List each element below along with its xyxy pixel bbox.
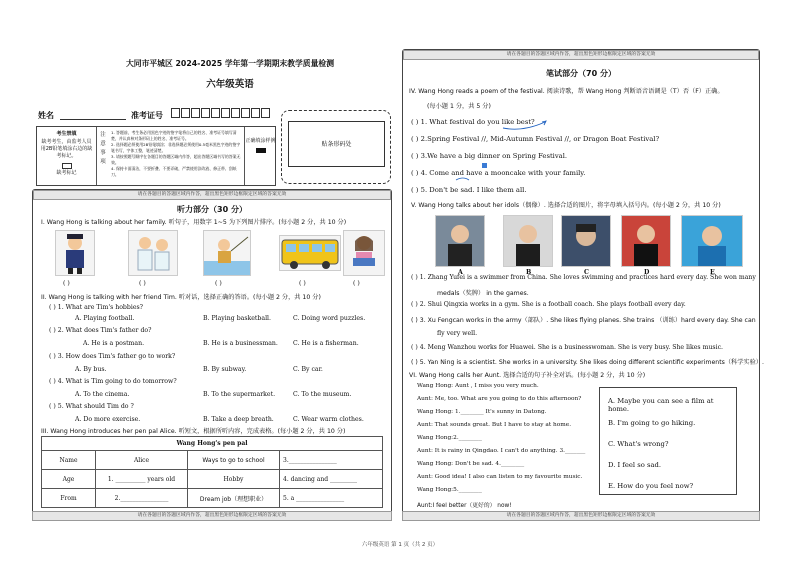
idol-label: E [710,269,715,276]
correct-sample-label: 正确填涂样例 [245,138,276,144]
section-4-question: IV. Wang Hong reads a poem of the festival. 阅读诗歌，帮 Wang Hong 判断语音语调是（T）否（F）正确。 [409,88,724,95]
mc-option-c: C. He is a fisherman. [293,340,359,347]
mc-option-b: B. He is a businessman. [203,340,278,347]
notice-item: 1. 答题前，考生务必用黑色字迹的签字笔将自己的姓名、准考证号填写清楚，并认真核对条形码上的姓名、准考证号。 [111,130,237,141]
mc-option-c: C. By car. [293,366,323,373]
table-row: Age 1. __________ years old Hobby 4. dancing and _________ [42,470,383,489]
section-1-question: I. Wang Hong is talking about her family. 听句子，用数字 1~5 为下列图片排序。(每小题 2 分，共 10 分) [41,219,347,226]
option-b: B. I'm going to go hiking. [608,419,696,427]
answer-blank[interactable]: ( ) [353,280,360,287]
section-3-question: III. Wang Hong introduces her pen pal Alice. 听短文，根据所听内容，完成表格。(每小题 2 分，共 10 分) [41,428,346,435]
mc-option-a: A. Do more exercise. [75,416,141,423]
mc-option-c: C. Wear warm clothes. [293,416,364,423]
notice-side-label: 注意事项 [100,132,106,165]
warning-bar-bottom: 请在各题目的答题区域内作答，超出黑色矩形边框限定区域的答案无效 [402,511,760,521]
mc-option-b: B. Playing basketball. [203,315,271,322]
idol-label: A [458,269,463,276]
idol-photo-c [561,215,611,267]
doctors-picture [128,230,178,276]
idol-sentence: fly very well. [437,330,478,337]
mc-question: ( ) 2. What does Tim's father do? [49,327,152,334]
absent-mark-label: 缺考标记 [56,170,77,176]
dialog-line: Aunt: Good idea! I also can listen to my favourite music. [417,474,583,480]
answer-blank[interactable]: ( ) [63,280,70,287]
section-5-question: V. Wang Hong talks about her idols（偶像）. 选择合适的图片，将字母填入括号内。(每小题 2 分，共 10 分) [411,202,721,209]
idol-photo-d [621,215,671,267]
idol-label: C [584,269,589,276]
mc-option-b: B. To the supermarket. [203,391,276,398]
idol-label: B [526,269,532,276]
dialog-line: Aunt: Me, too. What are you going to do this afternoon? [417,396,582,402]
option-c: C. What's wrong? [608,440,669,448]
dialog-line: Wang Hong: Aunt , I miss you very much. [417,383,539,389]
idol-sentence: ( ) 1. Zhang Yufei is a swimmer from China. She loves swimming and practices hard every day. She won many [411,274,756,281]
poem-line: ( ) 4. Come and have a mooncake with your family. [411,169,586,177]
poem-line: ( ) 1. What festival do you like best? [411,118,535,126]
exam-subtitle: 六年级英语 [206,79,254,90]
section-4-scoring: (每小题 1 分，共 5 分) [427,103,491,110]
idol-sentence: ( ) 5. Yan Ning is a scientist. She works in a university. She likes doing different scientific experiments（科学实验）. [411,359,764,366]
name-line[interactable] [60,119,126,120]
barcode-area [281,110,391,184]
answer-blank[interactable]: ( ) [215,280,222,287]
mc-question: ( ) 1. What are Tim's hobbies? [49,304,143,311]
mc-option-c: C. To the museum. [293,391,352,398]
id-label: 准考证号 [131,111,163,120]
idol-photo-e [681,215,743,267]
section-2-question: II. Wang Hong is talking with her friend Tim. 听对话，选择正确的答语。(每小题 2 分，共 10 分) [41,294,321,301]
page-footer: 六年级英语 第 1 页（共 2 页） [361,542,439,548]
dialog-line: Aunt: That sounds great. But I have to stay at home. [417,422,572,428]
warning-bar-bottom: 请在各题目的答题区域内作答，超出黑色矩形边框限定区域的答案无效 [32,511,392,521]
notice-title: 考生禁填 [56,131,77,137]
idol-sentence: ( ) 3. Xu Fengcan works in the army（部队）. She likes flying planes. She trains （训练）hard every day. She can [411,317,756,324]
filled-sample-icon [256,148,266,153]
listening-panel [32,189,392,521]
option-d: D. I feel so sad. [608,461,662,469]
notice-body: 缺考考生，由监考人员用2B铅笔填涂右边的缺考标记。 [40,139,93,159]
mc-question: ( ) 3. How does Tim's father go to work? [49,353,176,360]
notice-box [36,126,276,186]
poem-line: ( ) 5. Don't be sad. I like them all. [411,186,527,194]
answer-blank[interactable]: ( ) [139,280,146,287]
pen-pal-table [41,436,383,508]
mc-option-a: A. He is a postman. [83,340,145,347]
girl-reading-picture [343,230,385,276]
dialog-line[interactable]: Aunt: It is rainy in Qingdao. I can't do anything. 3._______ [417,448,586,454]
barcode-label: 贴条形码处 [288,121,385,167]
writing-panel [402,49,764,521]
answer-blank[interactable]: ( ) [299,280,306,287]
idol-sentence: ( ) 2. Shui Qingxia works in a gym. She is a football coach. She plays football every day. [411,301,686,308]
table-row: From 2.________________ Dream job（理想职业） 5. a ________________ [42,489,383,508]
idol-sentence: ( ) 4. Meng Wanzhou works for Huawei. She is a businesswoman. She is very busy. She likes music. [411,344,724,351]
dialog-line[interactable]: Wang Hong:2.________ [417,435,482,441]
poem-line: ( ) 3.We have a big dinner on Spring Festival. [411,152,568,160]
warning-bar: 请在各题目的答题区域内作答，超出黑色矩形边框限定区域的答案无效 [33,190,391,200]
table-title: Wang Hong's pen pal [42,437,383,451]
writing-title: 笔试部分（70 分） [546,69,616,78]
warning-bar: 请在各题目的答题区域内作答，超出黑色矩形边框限定区域的答案无效 [403,50,759,60]
id-boxes[interactable] [171,108,271,120]
bus-picture [279,235,341,271]
idol-photo-b [503,215,553,267]
dialog-line[interactable]: Wang Hong: Don't be sad. 4.________ [417,461,525,467]
intonation-marks [403,50,761,190]
idol-photo-a [435,215,485,267]
option-a: A. Maybe you can see a film at home. [608,397,714,413]
mc-option-b: B. By subway. [203,366,247,373]
option-e: E. How do you feel now? [608,482,694,490]
dialog-line[interactable]: Wang Hong:5.________ [417,487,482,493]
mc-question: ( ) 4. What is Tim going to do tomorrow? [49,378,177,385]
notice-item: 2. 选择题必须使用2B铅笔填涂；非选择题必须使用0.5毫米黑色字迹的签字笔书写，字体工整，笔迹清楚。 [111,142,241,153]
dialog-line: Aunt:I feel better（更好的） now! [417,503,512,509]
police-officer-picture [55,230,95,276]
fisherman-picture [203,230,251,276]
listening-title: 听力部分（30 分） [177,205,247,214]
mc-option-a: A. By bus. [75,366,107,373]
exam-title: 大同市平城区 2024-2025 学年第一学期期末教学质量检测 [125,59,334,68]
mc-option-a: A. Playing football. [75,315,135,322]
table-row: Name Alice Ways to go to school 3.________________ [42,451,383,470]
mc-question: ( ) 5. What should Tim do ? [49,403,134,410]
section-6-question: VI. Wang Hong calls her Aunt. 选择合适的句子补全对话。(每小题 2 分，共 10 分) [409,372,646,379]
notice-item: 3. 请按照题号顺序在各题目的答题区域内作答，超出答题区域书写的答案无效。 [111,154,241,165]
mc-option-c: C. Doing word puzzles. [293,315,366,322]
idol-label: D [644,269,650,276]
options-box [599,387,737,495]
idol-sentence: medals（奖牌） in the games. [437,290,529,297]
notice-item: 4. 保持卡面清洁，不要折叠、不要弄破，严禁使用涂改液、修正带、刮纸刀。 [111,166,237,177]
mc-option-b: B. Take a deep breath. [203,416,274,423]
name-label: 姓名 [38,111,54,120]
dialog-line[interactable]: Wang Hong: 1.________ It's sunny in Datong. [417,409,547,415]
poem-line: ( ) 2.Spring Festival //, Mid-Autumn Festival //, or Dragon Boat Festival? [411,135,660,143]
mc-option-a: A. To the cinema. [75,391,130,398]
